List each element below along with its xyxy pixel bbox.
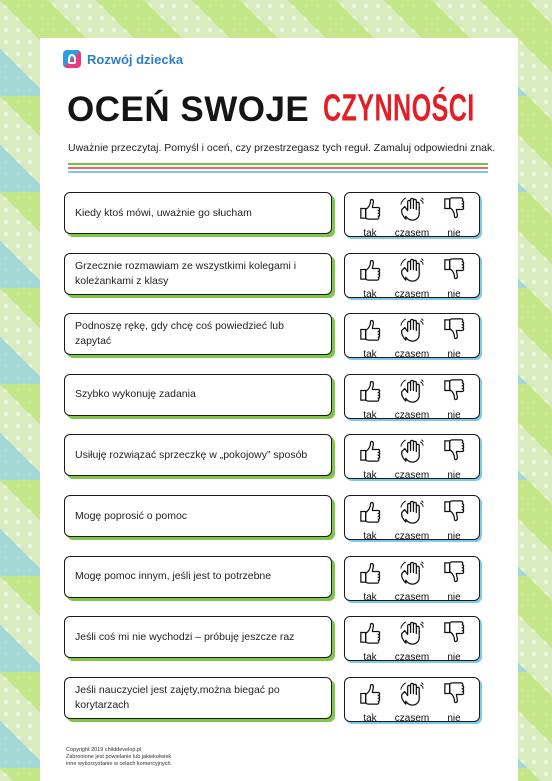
thumbs-down-icon: [441, 314, 467, 348]
thumbs-up-icon: [357, 314, 383, 348]
statement-text: Jeśli nauczyciel jest zajęty,można biegać po korytarzach: [64, 677, 332, 719]
answer-nie[interactable]: [434, 254, 474, 300]
answer-nie[interactable]: [434, 375, 474, 421]
answer-czasem[interactable]: [392, 678, 432, 724]
answer-label: czasem: [394, 712, 430, 724]
answer-czasem[interactable]: [392, 496, 432, 542]
thumbs-up-icon: [357, 496, 383, 530]
answer-nie[interactable]: [434, 617, 474, 664]
thumbs-down-icon: [441, 496, 467, 530]
answer-tak[interactable]: [350, 314, 390, 361]
divider-red: [68, 167, 488, 169]
answer-options: [344, 616, 480, 664]
answer-label: nie: [447, 591, 461, 603]
statement-text: Podnoszę rękę, gdy chcę coś powiedzieć lub zapytać: [64, 313, 332, 355]
thumbs-down-icon: [441, 678, 467, 712]
waving-hand-icon: [399, 435, 425, 469]
answer-label: tak: [363, 349, 377, 361]
statement-text: Mogę pomoc innym, jeśli jest to potrzebne: [64, 556, 332, 598]
thumbs-down-icon: [441, 435, 467, 469]
answer-label: czasem: [394, 288, 430, 300]
copyright-line: Copyright 2019 childdevelop.pl: [66, 747, 142, 753]
copyright-notice: [66, 747, 172, 768]
answer-label: tak: [363, 470, 377, 482]
answer-options: [344, 192, 480, 237]
rozwoj-dziecka-logo-icon: [63, 50, 81, 68]
statement-text: Szybko wykonuję zadania: [64, 374, 332, 416]
answer-nie[interactable]: [434, 314, 474, 361]
answer-label: tak: [363, 652, 377, 664]
statement-row: [62, 434, 492, 482]
divider-blue: [68, 171, 488, 173]
answer-tak[interactable]: [350, 254, 390, 300]
statement-row: [62, 253, 492, 301]
thumbs-up-icon: [357, 435, 383, 469]
answer-label: czasem: [394, 652, 430, 664]
answer-label: nie: [447, 409, 461, 421]
answer-options: [344, 374, 480, 419]
copyright-line: inne wykorzystanie w celach komercyjnych.: [66, 761, 173, 767]
answer-tak[interactable]: [350, 678, 390, 724]
answer-options: [344, 556, 480, 601]
answer-tak[interactable]: [350, 375, 390, 421]
title-main: OCEŃ SWOJE: [67, 90, 310, 129]
answer-czasem[interactable]: [392, 254, 432, 300]
statement-text: Jeśli coś mi nie wychodzi – próbuję jeszcze raz: [64, 616, 332, 658]
thumbs-down-icon: [441, 193, 467, 227]
answer-label: tak: [363, 591, 377, 603]
waving-hand-icon: [399, 557, 425, 591]
thumbs-up-icon: [357, 678, 383, 712]
page-title: [67, 86, 534, 130]
thumbs-up-icon: [357, 617, 383, 651]
answer-options: [344, 495, 480, 540]
waving-hand-icon: [399, 496, 425, 530]
statement-row: [62, 616, 492, 664]
answer-options: [344, 313, 480, 361]
answer-czasem[interactable]: [392, 617, 432, 664]
statement-text: Usiłuję rozwiązać sprzeczkę w „pokojowy” sposób: [64, 434, 332, 476]
thumbs-up-icon: [357, 557, 383, 591]
thumbs-up-icon: [357, 254, 383, 288]
answer-czasem[interactable]: [392, 375, 432, 421]
answer-label: czasem: [394, 349, 430, 361]
answer-label: nie: [447, 470, 461, 482]
answer-options: [344, 253, 480, 298]
thumbs-up-icon: [357, 375, 383, 409]
worksheet-page: [40, 38, 518, 781]
brand-logo[interactable]: [63, 50, 183, 68]
answer-label: czasem: [394, 409, 430, 421]
waving-hand-icon: [399, 617, 425, 651]
answer-nie[interactable]: [434, 496, 474, 542]
answer-label: tak: [363, 288, 377, 300]
answer-czasem[interactable]: [392, 435, 432, 482]
answer-nie[interactable]: [434, 678, 474, 724]
statement-row: [62, 495, 492, 543]
thumbs-down-icon: [441, 375, 467, 409]
answer-label: czasem: [394, 470, 430, 482]
statement-text: Grzecznie rozmawiam ze wszystkimi kolegami i koleżankami z klasy: [64, 253, 332, 295]
answer-czasem[interactable]: [392, 314, 432, 361]
brand-name: Rozwój dziecka: [87, 51, 184, 67]
answer-label: tak: [363, 712, 377, 724]
statement-row: [62, 374, 492, 422]
answer-label: tak: [363, 531, 377, 542]
answer-label: czasem: [394, 228, 430, 239]
answer-tak[interactable]: [350, 193, 390, 239]
answer-label: tak: [363, 228, 377, 239]
thumbs-up-icon: [357, 193, 383, 227]
statement-row: [62, 556, 492, 604]
answer-label: czasem: [394, 591, 430, 603]
answer-nie[interactable]: [434, 193, 474, 239]
answer-tak[interactable]: [350, 617, 390, 664]
answer-tak[interactable]: [350, 435, 390, 482]
answer-label: nie: [447, 712, 461, 724]
answer-tak[interactable]: [350, 557, 390, 603]
statement-row: [62, 192, 492, 240]
answer-czasem[interactable]: [392, 557, 432, 603]
answer-label: nie: [447, 228, 461, 239]
answer-label: nie: [447, 288, 461, 300]
copyright-line: Zabronione jest powielanie lub jakiekolwiek: [66, 754, 172, 760]
answer-label: nie: [447, 531, 461, 542]
instructions-text: Uważnie przeczytaj. Pomyśl i oceń, czy przestrzegasz tych reguł. Zamaluj odpowiedni znak.: [68, 142, 496, 154]
thumbs-down-icon: [441, 557, 467, 591]
answer-nie[interactable]: [434, 557, 474, 603]
thumbs-down-icon: [441, 617, 467, 651]
answer-label: nie: [447, 349, 461, 361]
answer-label: czasem: [394, 531, 430, 542]
waving-hand-icon: [399, 254, 425, 288]
waving-hand-icon: [399, 193, 425, 227]
answer-nie[interactable]: [434, 435, 474, 482]
statement-text: Kiedy ktoś mówi, uważnie go słucham: [64, 192, 332, 234]
thumbs-down-icon: [441, 254, 467, 288]
waving-hand-icon: [399, 314, 425, 348]
divider-green: [68, 163, 488, 165]
answer-tak[interactable]: [350, 496, 390, 542]
waving-hand-icon: [399, 375, 425, 409]
title-accent: CZYNNOŚCI: [323, 86, 475, 129]
waving-hand-icon: [399, 678, 425, 712]
answer-options: [344, 677, 480, 722]
answer-label: tak: [363, 409, 377, 421]
answer-czasem[interactable]: [392, 193, 432, 239]
statement-row: [62, 677, 492, 725]
answer-options: [344, 434, 480, 482]
answer-label: nie: [447, 652, 461, 664]
statement-text: Mogę poprosić o pomoc: [64, 495, 332, 537]
statement-row: [62, 313, 492, 361]
